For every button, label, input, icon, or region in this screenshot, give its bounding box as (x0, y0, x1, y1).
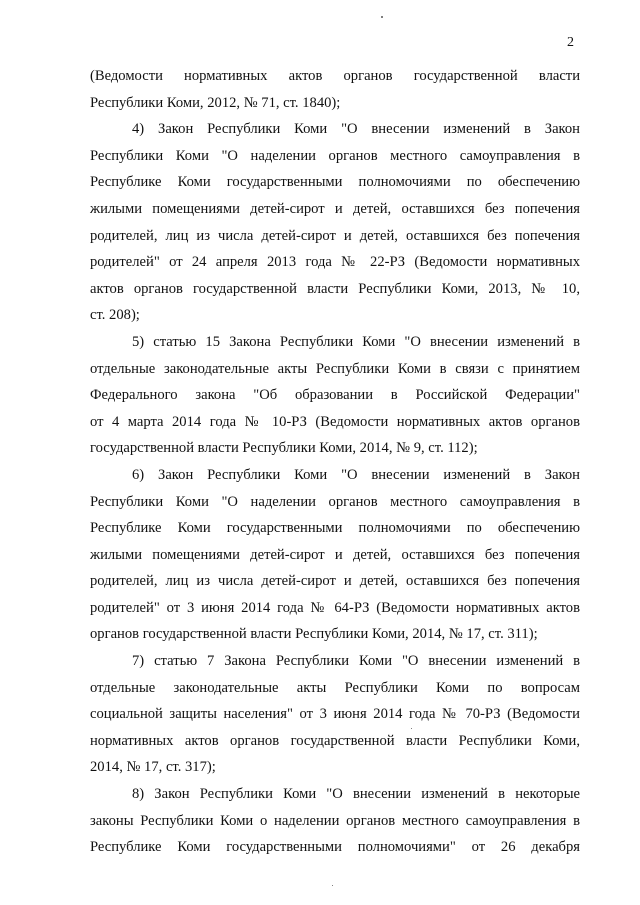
text-line: Республики Коми "О наделении органов местного самоуправления в (90, 493, 580, 510)
text-line: родителей, лиц из числа детей-сирот и детей, оставшихся без попечения (90, 227, 580, 244)
scan-speck (332, 885, 333, 886)
text-line: отдельные законодательные акты Республики Коми в связи с принятием (90, 360, 580, 377)
text-line: (Ведомости нормативных актов органов государственной власти (90, 68, 580, 84)
paragraph-item-6 (90, 462, 580, 648)
text-line: актов органов государственной власти Республики Коми, 2013, № 10, (90, 280, 580, 297)
document-body (90, 63, 580, 861)
text-line: государственной власти Республики Коми, 2014, № 9, ст. 112); (90, 440, 478, 457)
text-line: родителей" от 24 апреля 2013 года № 22-РЗ (Ведомости нормативных (90, 254, 580, 271)
text-line: от 4 марта 2014 года № 10-РЗ (Ведомости нормативных актов органов (90, 413, 580, 430)
text-line: Республике Коми государственными полномочиями" от 26 декабря (90, 839, 580, 856)
text-line: Республики Коми, 2012, № 71, ст. 1840); (90, 94, 341, 111)
text-line: законы Республики Коми о наделении органов местного самоуправления в (90, 812, 580, 829)
text-line: Республике Коми государственными полномочиями по обеспечению (90, 520, 580, 537)
text-line: нормативных актов органов государственной власти Республики Коми, (90, 732, 580, 749)
paragraph-item-8 (90, 781, 580, 861)
text-line: 2014, № 17, ст. 317); (90, 759, 216, 776)
paragraph-item-4 (90, 116, 580, 329)
text-line: отдельные законодательные акты Республики Коми по вопросам (90, 679, 580, 696)
text-line: социальной защиты населения" от 3 июня 2014 года № 70-РЗ (Ведомости (90, 706, 580, 723)
text-line: жилыми помещениями детей-сирот и детей, оставшихся без попечения (90, 546, 580, 563)
text-line: родителей, лиц из числа детей-сирот и детей, оставшихся без попечения (90, 573, 580, 590)
text-line: органов государственной власти Республики Коми, 2014, № 17, ст. 311); (90, 626, 538, 643)
text-line: 6) Закон Республики Коми "О внесении изменений в Закон (132, 466, 580, 483)
text-line: Республики Коми "О наделении органов местного самоуправления в (90, 147, 580, 164)
text-line: 4) Закон Республики Коми "О внесении изменений в Закон (132, 121, 580, 138)
paragraph-continuation (90, 63, 580, 116)
text-line: Республике Коми государственными полномочиями по обеспечению (90, 174, 580, 191)
text-line: 5) статью 15 Закона Республики Коми "О внесении изменений в (132, 333, 580, 350)
text-line: Федерального закона "Об образовании в Российской Федерации" (90, 387, 580, 404)
text-line: 8) Закон Республики Коми "О внесении изменений в некоторые (132, 786, 580, 803)
paragraph-item-7 (90, 648, 580, 781)
page-number: 2 (567, 35, 574, 50)
paragraph-item-5 (90, 329, 580, 462)
text-line: родителей" от 3 июня 2014 года № 64-РЗ (Ведомости нормативных актов (90, 599, 580, 616)
text-line: ст. 208); (90, 307, 140, 324)
scan-speck (381, 16, 383, 18)
text-line: 7) статью 7 Закона Республики Коми "О внесении изменений в (132, 653, 580, 670)
text-line: жилыми помещениями детей-сирот и детей, оставшихся без попечения (90, 200, 580, 217)
